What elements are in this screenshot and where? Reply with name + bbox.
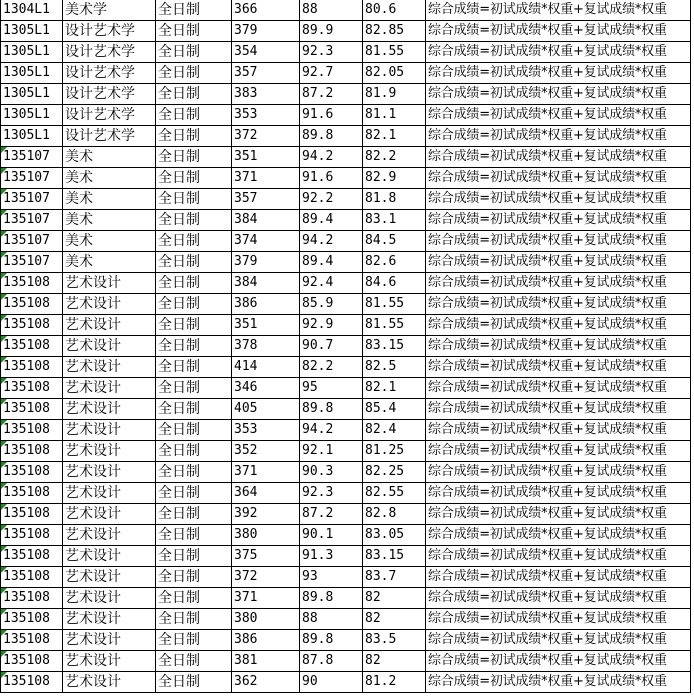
program-code-cell[interactable]: 135108: [1, 315, 63, 336]
major-cell[interactable]: 艺术设计: [63, 546, 156, 567]
retest-score-cell[interactable]: 89.8: [300, 630, 363, 651]
total-score-cell[interactable]: 81.1: [363, 105, 426, 126]
initial-score-cell[interactable]: 352: [232, 441, 300, 462]
table-row: [1, 294, 691, 315]
initial-score-cell[interactable]: 386: [232, 630, 300, 651]
program-code-cell[interactable]: 1305L1: [1, 105, 63, 126]
formula-cell[interactable]: 综合成绩=初试成绩*权重+复试成绩*权重: [426, 630, 691, 651]
retest-score-cell[interactable]: 94.2: [300, 147, 363, 168]
major-cell[interactable]: 美术: [63, 252, 156, 273]
initial-score-cell[interactable]: 364: [232, 483, 300, 504]
study-mode-cell[interactable]: 全日制: [156, 210, 232, 231]
table-row: [1, 21, 691, 42]
formula-cell[interactable]: 综合成绩=初试成绩*权重+复试成绩*权重: [426, 168, 691, 189]
major-cell[interactable]: 设计艺术学: [63, 105, 156, 126]
study-mode-cell[interactable]: 全日制: [156, 441, 232, 462]
study-mode-cell[interactable]: 全日制: [156, 420, 232, 441]
major-cell[interactable]: 美术: [63, 210, 156, 231]
program-code-cell[interactable]: 135107: [1, 231, 63, 252]
program-code-cell[interactable]: 135108: [1, 609, 63, 630]
initial-score-cell[interactable]: 379: [232, 252, 300, 273]
initial-score-cell[interactable]: 405: [232, 399, 300, 420]
study-mode-cell[interactable]: 全日制: [156, 42, 232, 63]
initial-score-cell[interactable]: 354: [232, 42, 300, 63]
program-code-cell[interactable]: 1305L1: [1, 84, 63, 105]
major-cell[interactable]: 艺术设计: [63, 504, 156, 525]
initial-score-cell[interactable]: 375: [232, 546, 300, 567]
study-mode-cell[interactable]: 全日制: [156, 399, 232, 420]
table-row: [1, 357, 691, 378]
retest-score-cell[interactable]: 91.6: [300, 168, 363, 189]
formula-cell[interactable]: 综合成绩=初试成绩*权重+复试成绩*权重: [426, 504, 691, 525]
initial-score-cell[interactable]: 378: [232, 336, 300, 357]
formula-cell[interactable]: 综合成绩=初试成绩*权重+复试成绩*权重: [426, 273, 691, 294]
retest-score-cell[interactable]: 87.2: [300, 504, 363, 525]
table-row: [1, 420, 691, 441]
retest-score-cell[interactable]: 89.8: [300, 588, 363, 609]
study-mode-cell[interactable]: 全日制: [156, 147, 232, 168]
program-code-cell[interactable]: 135108: [1, 504, 63, 525]
study-mode-cell[interactable]: 全日制: [156, 504, 232, 525]
study-mode-cell[interactable]: 全日制: [156, 378, 232, 399]
program-code-cell[interactable]: 135108: [1, 567, 63, 588]
major-cell[interactable]: 设计艺术学: [63, 126, 156, 147]
retest-score-cell[interactable]: 89.4: [300, 252, 363, 273]
total-score-cell[interactable]: 81.55: [363, 42, 426, 63]
initial-score-cell[interactable]: 346: [232, 378, 300, 399]
initial-score-cell[interactable]: 380: [232, 609, 300, 630]
study-mode-cell[interactable]: 全日制: [156, 357, 232, 378]
program-code-cell[interactable]: 135108: [1, 630, 63, 651]
retest-score-cell[interactable]: 90.3: [300, 462, 363, 483]
retest-score-cell[interactable]: 85.9: [300, 294, 363, 315]
program-code-cell[interactable]: 135107: [1, 210, 63, 231]
table-row: [1, 588, 691, 609]
total-score-cell[interactable]: 82.85: [363, 21, 426, 42]
program-code-cell[interactable]: 135108: [1, 483, 63, 504]
major-cell[interactable]: 设计艺术学: [63, 84, 156, 105]
major-cell[interactable]: 艺术设计: [63, 630, 156, 651]
table-row: [1, 630, 691, 651]
total-score-cell[interactable]: 83.15: [363, 336, 426, 357]
study-mode-cell[interactable]: 全日制: [156, 483, 232, 504]
retest-score-cell[interactable]: 94.2: [300, 420, 363, 441]
retest-score-cell[interactable]: 89.8: [300, 126, 363, 147]
table-row: [1, 210, 691, 231]
formula-cell[interactable]: 综合成绩=初试成绩*权重+复试成绩*权重: [426, 357, 691, 378]
total-score-cell[interactable]: 81.9: [363, 84, 426, 105]
program-code-cell[interactable]: 135108: [1, 441, 63, 462]
study-mode-cell[interactable]: 全日制: [156, 567, 232, 588]
table-row: [1, 651, 691, 672]
initial-score-cell[interactable]: 386: [232, 294, 300, 315]
study-mode-cell[interactable]: 全日制: [156, 462, 232, 483]
study-mode-cell[interactable]: 全日制: [156, 546, 232, 567]
study-mode-cell[interactable]: 全日制: [156, 609, 232, 630]
total-score-cell[interactable]: 82.05: [363, 63, 426, 84]
formula-cell[interactable]: 综合成绩=初试成绩*权重+复试成绩*权重: [426, 210, 691, 231]
program-code-cell[interactable]: 135108: [1, 336, 63, 357]
program-code-cell[interactable]: 135108: [1, 651, 63, 672]
table-row: [1, 336, 691, 357]
formula-cell[interactable]: 综合成绩=初试成绩*权重+复试成绩*权重: [426, 231, 691, 252]
program-code-cell[interactable]: 1305L1: [1, 42, 63, 63]
study-mode-cell[interactable]: 全日制: [156, 294, 232, 315]
major-cell[interactable]: 设计艺术学: [63, 21, 156, 42]
formula-cell[interactable]: 综合成绩=初试成绩*权重+复试成绩*权重: [426, 420, 691, 441]
total-score-cell[interactable]: 83.7: [363, 567, 426, 588]
table-row: [1, 315, 691, 336]
program-code-cell[interactable]: 135108: [1, 546, 63, 567]
formula-cell[interactable]: 综合成绩=初试成绩*权重+复试成绩*权重: [426, 672, 691, 693]
total-score-cell[interactable]: 81.2: [363, 672, 426, 693]
total-score-cell[interactable]: 82: [363, 588, 426, 609]
study-mode-cell[interactable]: 全日制: [156, 0, 232, 21]
initial-score-cell[interactable]: 384: [232, 210, 300, 231]
program-code-cell[interactable]: 135107: [1, 168, 63, 189]
initial-score-cell[interactable]: 362: [232, 672, 300, 693]
table-row: [1, 126, 691, 147]
formula-cell[interactable]: 综合成绩=初试成绩*权重+复试成绩*权重: [426, 441, 691, 462]
initial-score-cell[interactable]: 392: [232, 504, 300, 525]
formula-cell[interactable]: 综合成绩=初试成绩*权重+复试成绩*权重: [426, 609, 691, 630]
total-score-cell[interactable]: 81.55: [363, 294, 426, 315]
total-score-cell[interactable]: 83.5: [363, 630, 426, 651]
initial-score-cell[interactable]: 371: [232, 588, 300, 609]
total-score-cell[interactable]: 82.2: [363, 147, 426, 168]
study-mode-cell[interactable]: 全日制: [156, 126, 232, 147]
program-code-cell[interactable]: 135108: [1, 588, 63, 609]
initial-score-cell[interactable]: 384: [232, 273, 300, 294]
program-code-cell[interactable]: 135108: [1, 420, 63, 441]
retest-score-cell[interactable]: 90.7: [300, 336, 363, 357]
study-mode-cell[interactable]: 全日制: [156, 588, 232, 609]
retest-score-cell[interactable]: 89.8: [300, 399, 363, 420]
study-mode-cell[interactable]: 全日制: [156, 525, 232, 546]
formula-cell[interactable]: 综合成绩=初试成绩*权重+复试成绩*权重: [426, 546, 691, 567]
study-mode-cell[interactable]: 全日制: [156, 105, 232, 126]
retest-score-cell[interactable]: 90: [300, 672, 363, 693]
initial-score-cell[interactable]: 374: [232, 231, 300, 252]
program-code-cell[interactable]: 1304L1: [1, 0, 63, 21]
table-row: [1, 609, 691, 630]
retest-score-cell[interactable]: 90.1: [300, 525, 363, 546]
initial-score-cell[interactable]: 357: [232, 63, 300, 84]
study-mode-cell[interactable]: 全日制: [156, 21, 232, 42]
total-score-cell[interactable]: 82.1: [363, 378, 426, 399]
retest-score-cell[interactable]: 89.9: [300, 21, 363, 42]
total-score-cell[interactable]: 82.25: [363, 462, 426, 483]
total-score-cell[interactable]: 82.55: [363, 483, 426, 504]
formula-cell[interactable]: 综合成绩=初试成绩*权重+复试成绩*权重: [426, 315, 691, 336]
formula-cell[interactable]: 综合成绩=初试成绩*权重+复试成绩*权重: [426, 21, 691, 42]
retest-score-cell[interactable]: 94.2: [300, 231, 363, 252]
initial-score-cell[interactable]: 379: [232, 21, 300, 42]
total-score-cell[interactable]: 82.5: [363, 357, 426, 378]
major-cell[interactable]: 艺术设计: [63, 420, 156, 441]
program-code-cell[interactable]: 1305L1: [1, 63, 63, 84]
major-cell[interactable]: 艺术设计: [63, 336, 156, 357]
table-row: [1, 546, 691, 567]
formula-cell[interactable]: 综合成绩=初试成绩*权重+复试成绩*权重: [426, 189, 691, 210]
initial-score-cell[interactable]: 372: [232, 567, 300, 588]
total-score-cell[interactable]: 82.8: [363, 504, 426, 525]
total-score-cell[interactable]: 82: [363, 651, 426, 672]
initial-score-cell[interactable]: 366: [232, 0, 300, 21]
program-code-cell[interactable]: 1305L1: [1, 21, 63, 42]
table-row: [1, 147, 691, 168]
table-row: [1, 168, 691, 189]
retest-score-cell[interactable]: 92.7: [300, 63, 363, 84]
retest-score-cell[interactable]: 82.2: [300, 357, 363, 378]
program-code-cell[interactable]: 135108: [1, 357, 63, 378]
initial-score-cell[interactable]: 353: [232, 420, 300, 441]
retest-score-cell[interactable]: 92.9: [300, 315, 363, 336]
total-score-cell[interactable]: 81.55: [363, 315, 426, 336]
formula-cell[interactable]: 综合成绩=初试成绩*权重+复试成绩*权重: [426, 567, 691, 588]
program-code-cell[interactable]: 1305L1: [1, 126, 63, 147]
retest-score-cell[interactable]: 88: [300, 0, 363, 21]
table-row: [1, 567, 691, 588]
initial-score-cell[interactable]: 381: [232, 651, 300, 672]
major-cell[interactable]: 艺术设计: [63, 672, 156, 693]
retest-score-cell[interactable]: 91.6: [300, 105, 363, 126]
retest-score-cell[interactable]: 92.3: [300, 42, 363, 63]
initial-score-cell[interactable]: 414: [232, 357, 300, 378]
table-row: [1, 231, 691, 252]
retest-score-cell[interactable]: 92.1: [300, 441, 363, 462]
major-cell[interactable]: 艺术设计: [63, 315, 156, 336]
major-cell[interactable]: 艺术设计: [63, 294, 156, 315]
study-mode-cell[interactable]: 全日制: [156, 672, 232, 693]
program-code-cell[interactable]: 135108: [1, 525, 63, 546]
program-code-cell[interactable]: 135107: [1, 189, 63, 210]
table-row: [1, 504, 691, 525]
formula-cell[interactable]: 综合成绩=初试成绩*权重+复试成绩*权重: [426, 252, 691, 273]
table-row: [1, 399, 691, 420]
study-mode-cell[interactable]: 全日制: [156, 273, 232, 294]
table-row: [1, 63, 691, 84]
study-mode-cell[interactable]: 全日制: [156, 231, 232, 252]
program-code-cell[interactable]: 135108: [1, 462, 63, 483]
program-code-cell[interactable]: 135108: [1, 399, 63, 420]
major-cell[interactable]: 艺术设计: [63, 567, 156, 588]
table-row: [1, 378, 691, 399]
formula-cell[interactable]: 综合成绩=初试成绩*权重+复试成绩*权重: [426, 336, 691, 357]
study-mode-cell[interactable]: 全日制: [156, 84, 232, 105]
formula-cell[interactable]: 综合成绩=初试成绩*权重+复试成绩*权重: [426, 0, 691, 21]
formula-cell[interactable]: 综合成绩=初试成绩*权重+复试成绩*权重: [426, 651, 691, 672]
total-score-cell[interactable]: 83.05: [363, 525, 426, 546]
major-cell[interactable]: 艺术设计: [63, 588, 156, 609]
table-row: [1, 105, 691, 126]
initial-score-cell[interactable]: 380: [232, 525, 300, 546]
table-row: [1, 462, 691, 483]
table-row: [1, 42, 691, 63]
major-cell[interactable]: 艺术设计: [63, 651, 156, 672]
major-cell[interactable]: 艺术设计: [63, 525, 156, 546]
score-table-body: [1, 0, 691, 693]
formula-cell[interactable]: 综合成绩=初试成绩*权重+复试成绩*权重: [426, 126, 691, 147]
major-cell[interactable]: 艺术设计: [63, 441, 156, 462]
study-mode-cell[interactable]: 全日制: [156, 651, 232, 672]
retest-score-cell[interactable]: 89.4: [300, 210, 363, 231]
initial-score-cell[interactable]: 383: [232, 84, 300, 105]
formula-cell[interactable]: 综合成绩=初试成绩*权重+复试成绩*权重: [426, 294, 691, 315]
initial-score-cell[interactable]: 353: [232, 105, 300, 126]
major-cell[interactable]: 美术学: [63, 0, 156, 21]
study-mode-cell[interactable]: 全日制: [156, 252, 232, 273]
major-cell[interactable]: 设计艺术学: [63, 42, 156, 63]
study-mode-cell[interactable]: 全日制: [156, 168, 232, 189]
table-row: [1, 0, 691, 21]
program-code-cell[interactable]: 135107: [1, 147, 63, 168]
table-row: [1, 84, 691, 105]
major-cell[interactable]: 美术: [63, 189, 156, 210]
total-score-cell[interactable]: 81.8: [363, 189, 426, 210]
total-score-cell[interactable]: 83.15: [363, 546, 426, 567]
program-code-cell[interactable]: 135107: [1, 252, 63, 273]
program-code-cell[interactable]: 135108: [1, 378, 63, 399]
total-score-cell[interactable]: 81.25: [363, 441, 426, 462]
total-score-cell[interactable]: 82: [363, 609, 426, 630]
table-row: [1, 441, 691, 462]
initial-score-cell[interactable]: 351: [232, 315, 300, 336]
formula-cell[interactable]: 综合成绩=初试成绩*权重+复试成绩*权重: [426, 483, 691, 504]
formula-cell[interactable]: 综合成绩=初试成绩*权重+复试成绩*权重: [426, 42, 691, 63]
formula-cell[interactable]: 综合成绩=初试成绩*权重+复试成绩*权重: [426, 462, 691, 483]
retest-score-cell[interactable]: 92.3: [300, 483, 363, 504]
formula-cell[interactable]: 综合成绩=初试成绩*权重+复试成绩*权重: [426, 147, 691, 168]
major-cell[interactable]: 艺术设计: [63, 609, 156, 630]
table-row: [1, 483, 691, 504]
formula-cell[interactable]: 综合成绩=初试成绩*权重+复试成绩*权重: [426, 378, 691, 399]
formula-cell[interactable]: 综合成绩=初试成绩*权重+复试成绩*权重: [426, 63, 691, 84]
table-row: [1, 525, 691, 546]
initial-score-cell[interactable]: 351: [232, 147, 300, 168]
total-score-cell[interactable]: 82.6: [363, 252, 426, 273]
major-cell[interactable]: 艺术设计: [63, 483, 156, 504]
major-cell[interactable]: 艺术设计: [63, 462, 156, 483]
study-mode-cell[interactable]: 全日制: [156, 189, 232, 210]
initial-score-cell[interactable]: 371: [232, 168, 300, 189]
initial-score-cell[interactable]: 357: [232, 189, 300, 210]
formula-cell[interactable]: 综合成绩=初试成绩*权重+复试成绩*权重: [426, 399, 691, 420]
major-cell[interactable]: 美术: [63, 168, 156, 189]
retest-score-cell[interactable]: 87.2: [300, 84, 363, 105]
retest-score-cell[interactable]: 91.3: [300, 546, 363, 567]
table-row: [1, 189, 691, 210]
total-score-cell[interactable]: 84.5: [363, 231, 426, 252]
total-score-cell[interactable]: 82.9: [363, 168, 426, 189]
study-mode-cell[interactable]: 全日制: [156, 315, 232, 336]
retest-score-cell[interactable]: 88: [300, 609, 363, 630]
retest-score-cell[interactable]: 92.4: [300, 273, 363, 294]
major-cell[interactable]: 美术: [63, 147, 156, 168]
total-score-cell[interactable]: 82.4: [363, 420, 426, 441]
total-score-cell[interactable]: 85.4: [363, 399, 426, 420]
major-cell[interactable]: 设计艺术学: [63, 63, 156, 84]
major-cell[interactable]: 艺术设计: [63, 357, 156, 378]
program-code-cell[interactable]: 135108: [1, 672, 63, 693]
major-cell[interactable]: 艺术设计: [63, 273, 156, 294]
formula-cell[interactable]: 综合成绩=初试成绩*权重+复试成绩*权重: [426, 525, 691, 546]
study-mode-cell[interactable]: 全日制: [156, 63, 232, 84]
table-row: [1, 273, 691, 294]
table-row: [1, 252, 691, 273]
program-code-cell[interactable]: 135108: [1, 294, 63, 315]
major-cell[interactable]: 美术: [63, 231, 156, 252]
program-code-cell[interactable]: 135108: [1, 273, 63, 294]
major-cell[interactable]: 艺术设计: [63, 378, 156, 399]
retest-score-cell[interactable]: 92.2: [300, 189, 363, 210]
table-row: [1, 672, 691, 693]
initial-score-cell[interactable]: 372: [232, 126, 300, 147]
total-score-cell[interactable]: 80.6: [363, 0, 426, 21]
total-score-cell[interactable]: 82.1: [363, 126, 426, 147]
major-cell[interactable]: 艺术设计: [63, 399, 156, 420]
retest-score-cell[interactable]: 87.8: [300, 651, 363, 672]
study-mode-cell[interactable]: 全日制: [156, 630, 232, 651]
formula-cell[interactable]: 综合成绩=初试成绩*权重+复试成绩*权重: [426, 84, 691, 105]
retest-score-cell[interactable]: 95: [300, 378, 363, 399]
formula-cell[interactable]: 综合成绩=初试成绩*权重+复试成绩*权重: [426, 588, 691, 609]
initial-score-cell[interactable]: 371: [232, 462, 300, 483]
formula-cell[interactable]: 综合成绩=初试成绩*权重+复试成绩*权重: [426, 105, 691, 126]
study-mode-cell[interactable]: 全日制: [156, 336, 232, 357]
total-score-cell[interactable]: 83.1: [363, 210, 426, 231]
total-score-cell[interactable]: 84.6: [363, 273, 426, 294]
retest-score-cell[interactable]: 93: [300, 567, 363, 588]
